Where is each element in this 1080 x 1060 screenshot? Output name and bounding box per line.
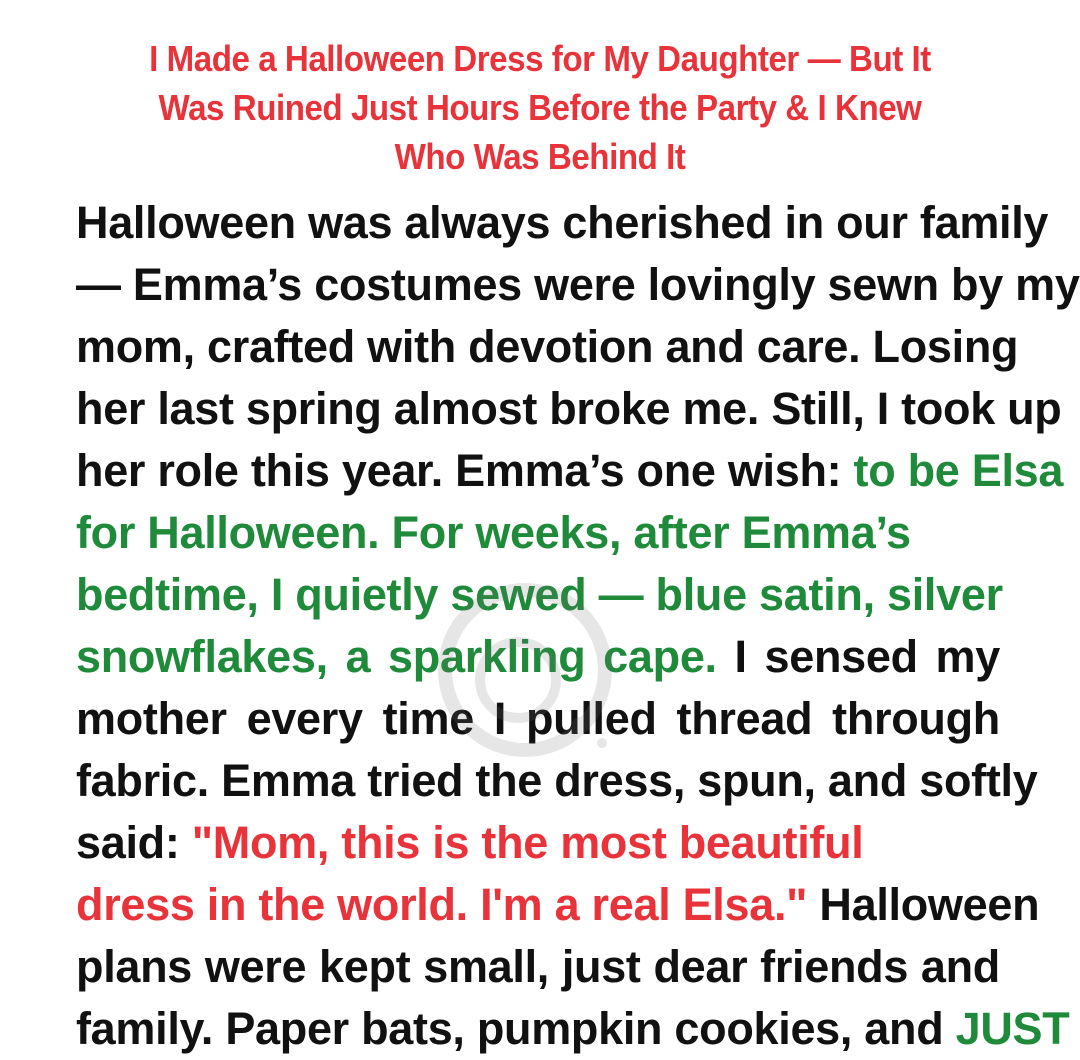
text-segment: mom, crafted with devotion and care. Losing [76, 321, 1019, 372]
highlight-green: bedtime, I quietly sewed — blue satin, silver [76, 569, 1003, 620]
text-line [76, 626, 1000, 688]
text-segment: I sensed my [716, 631, 1000, 682]
highlight-red: dress in the world. I'm a real Elsa." [76, 879, 808, 930]
text-line [76, 192, 1049, 254]
text-line [76, 750, 1038, 812]
text-line [76, 998, 1070, 1060]
text-segment: fabric. Emma tried the dress, spun, and softly [76, 755, 1038, 806]
highlight-green: to be Elsa [853, 445, 1064, 496]
text-line [76, 564, 1003, 626]
text-line [76, 688, 1000, 750]
highlight-green: for Halloween. For weeks, after Emma’s [76, 507, 911, 558]
title-line-2: Was Ruined Just Hours Before the Party & I Knew [158, 87, 922, 128]
text-line [76, 936, 1000, 998]
highlight-red: "Mom, this is the most beautiful [191, 817, 864, 868]
title-line-3: Who Was Behind It [394, 136, 686, 177]
text-segment: plans were kept small, just dear friends and [76, 941, 1000, 992]
text-line [76, 874, 1040, 936]
title-line-1: I Made a Halloween Dress for My Daughter — But It [149, 38, 931, 79]
text-line [76, 440, 1064, 502]
text-line [76, 812, 1000, 874]
article-title [98, 34, 981, 181]
text-segment: Halloween [807, 879, 1040, 930]
text-segment: family. Paper bats, pumpkin cookies, and [76, 1003, 956, 1054]
highlight-green: snowflakes, a sparkling cape. [76, 631, 717, 682]
highlight-green: JUST [955, 1003, 1070, 1054]
text-segment: her role this year. Emma’s one wish: [76, 445, 854, 496]
text-line [76, 502, 1000, 564]
text-segment: said: [76, 817, 192, 868]
text-segment: Halloween was always cherished in our family [76, 197, 1049, 248]
text-segment: — Emma’s costumes were lovingly sewn by my [76, 259, 1080, 310]
text-line [76, 254, 1080, 316]
text-segment: her last spring almost broke me. Still, I took up [76, 383, 1062, 434]
text-line [76, 378, 1062, 440]
text-segment: mother every time I pulled thread through [76, 693, 1000, 744]
story-body [76, 192, 1080, 1060]
text-line [76, 316, 1019, 378]
